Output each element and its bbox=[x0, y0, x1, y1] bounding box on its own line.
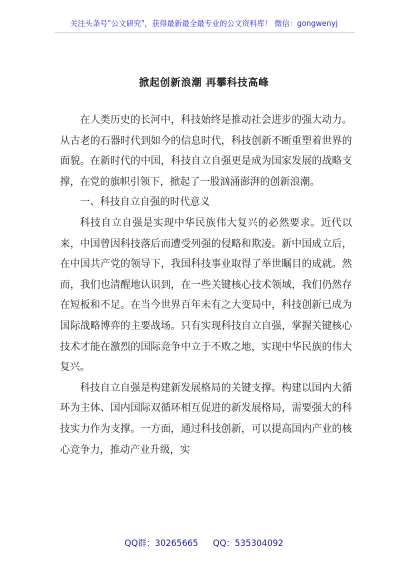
document-body bbox=[60, 111, 352, 461]
paragraph-intro: 在人类历史的长河中，科技始终是推动社会进步的强大动力。从古老的石器时代到如今的信息时代，科技创新不断重塑着世界的面貌。在新时代的中国，科技自立自强更是成为国家发展的战略支撑，在党的旗帜引领下，掀起了一股汹涌澎湃的创新浪潮。 bbox=[60, 115, 352, 188]
qq-number-text: QQ：535304092 bbox=[212, 539, 284, 549]
paragraph-significance: 科技自立自强是实现中华民族伟大复兴的必然要求。近代以来，中国曾因科技落后而遭受列强的侵略和欺凌。新中国成立后，在中国共产党的领导下，我国科技事业取得了举世瞩目的成就。然而，我们也清醒地认识到，在一些关键核心技术领域，我们仍然存在短板和不足。在当今世界百年未有之大变局中，科技创新已成为国际战略博弈的主要战场。只有实现科技自立自强，掌握关键核心技术才能在激烈的国际竞争中立于不败之地，实现中华民族的伟大复兴。 bbox=[60, 217, 352, 374]
section-heading: 一、科技自立自强的时代意义 bbox=[80, 197, 210, 209]
paragraph-new-pattern: 科技自立自强是构建新发展格局的关键支撑。构建以国内大循环为主体、国内国际双循环相互促进的新发展格局，需要强大的科技实力作为支撑。一方面，通过科技创新，可以提高国内产业的核心竞争力，推动产业升级，实 bbox=[60, 382, 352, 456]
contact-footer bbox=[0, 537, 408, 549]
header-divider bbox=[55, 32, 355, 33]
qq-group-text: QQ群：30265665 bbox=[124, 539, 199, 549]
document-title: 掀起创新浪潮 再攀科技高峰 bbox=[139, 78, 269, 89]
promo-header: 关注头条号"公文研究"，获得最新最全最专业的公文资料库！ 微信：gongwenyj bbox=[70, 19, 338, 28]
